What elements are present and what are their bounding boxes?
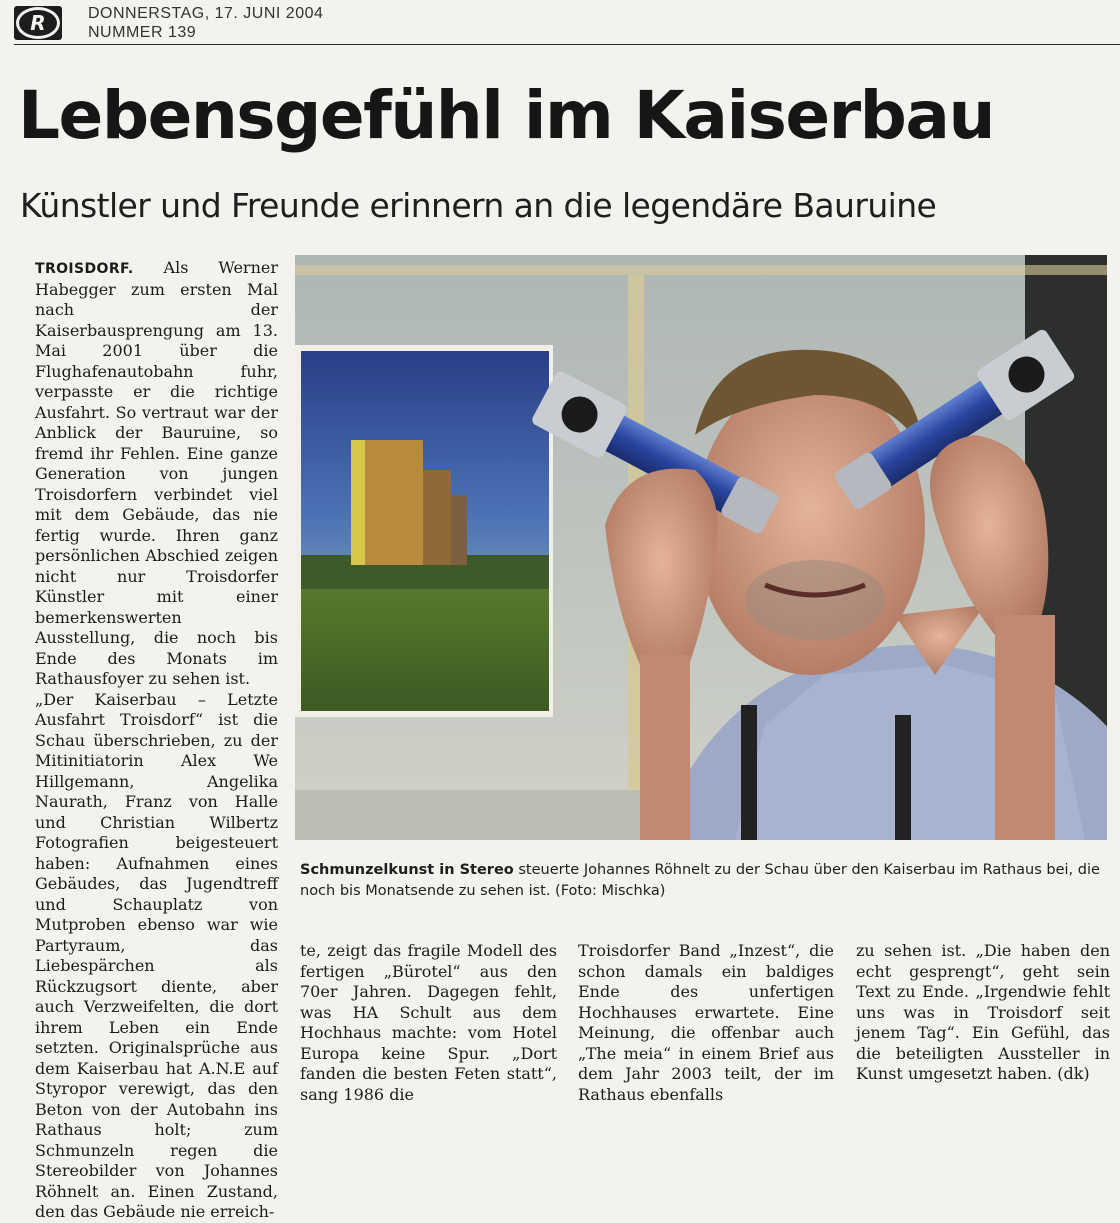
headline: Lebensgefühl im Kaiserbau bbox=[18, 77, 994, 154]
article-photo bbox=[295, 255, 1107, 840]
article-column-left bbox=[35, 258, 278, 1223]
photo-illustration bbox=[295, 255, 1107, 840]
paragraph-2: „Der Kaiserbau – Letzte Ausfahrt Troisdorf“ ist die Schau überschrieben, zu der Mitinitiatorin Alex We Hillgemann, Angelika Naurath, Franz von Halle und Christian Wilbertz Fotografien beigesteuert haben: Aufnahmen eines Gebäudes, das Jugendtreff und Schauplatz von Mutproben ebenso war wie Partyraum, das Liebespärchen als Rückzugsort diente, aber auch Verzweifelten, die dort ihrem Leben ein Ende setzten. Originalsprüche aus dem Kaiserbau hat A.N.E auf Styropor verewigt, das den Beton von der Autobahn ins Rathaus holt; zum Schmunzeln regen die Stereobilder von Johannes Röhnelt an. Einen Zustand, den das Gebäude nie erreich- bbox=[35, 689, 278, 1221]
paragraph-1-text: Als Werner Habegger zum ersten Mal nach der Kaiserbausprengung am 13. Mai 2001 über die Flughafenautobahn fuhr, verpasste er die richtige Ausfahrt. So vertraut war der Anblick der Bauruine, so fremd ihr Fehlen. Eine ganze Generation von jungen Troisdorfern verbindet viel mit dem Gebäude, das nie fertig wurde. Ihren ganz persönlichen Abschied zeigen nicht nur Troisdorfer Künstler mit einer bemerkenswerten Ausstellung, die noch bis Ende des Monats im Rathausfoyer zu sehen ist. bbox=[35, 258, 278, 688]
newspaper-logo bbox=[14, 6, 62, 40]
masthead-dateline bbox=[88, 4, 323, 42]
photo-caption bbox=[300, 860, 1112, 902]
subheadline: Künstler und Freunde erinnern an die legendäre Bauruine bbox=[20, 186, 937, 225]
issue-number: NUMMER 139 bbox=[88, 24, 197, 41]
article-column-3 bbox=[856, 941, 1110, 1085]
logo-letter: R bbox=[16, 7, 60, 39]
paragraph-1 bbox=[35, 258, 278, 690]
place-dateline: TROISDORF. bbox=[35, 261, 134, 277]
issue-date: DONNERSTAG, 17. JUNI 2004 bbox=[88, 5, 324, 22]
article-column-2 bbox=[578, 941, 834, 1105]
masthead bbox=[14, 4, 1120, 45]
article-column-1 bbox=[300, 941, 557, 1105]
column-2-text: Troisdorfer Band „Inzest“, die schon damals ein baldiges Ende des unfertigen Hochhauses erwartete. Eine Meinung, die offenbar auch „The meia“ in einem Brief aus dem Jahr 2003 teilt, der im Rathaus ebenfalls bbox=[578, 941, 834, 1104]
column-3-text: zu sehen ist. „Die haben den echt gesprengt“, geht sein Text zu Ende. „Irgendwie fehlt uns was in Troisdorf seit jenem Tag“. Ein Gefühl, das die beteiligten Aussteller in Kunst umgesetzt haben. (dk) bbox=[856, 941, 1110, 1083]
column-1-text: te, zeigt das fragile Modell des fertigen „Bürotel“ aus den 70er Jahren. Dagegen fehlt, was HA Schult aus dem Hochhaus machte: vom Hotel Europa keine Spur. „Dort fanden die besten Feten statt“, sang 1986 die bbox=[300, 941, 557, 1104]
caption-lead: Schmunzelkunst in Stereo bbox=[300, 862, 514, 878]
caption-text: steuerte Johannes Röhnelt zu der Schau über den Kaiserbau im Rathaus bei, die noch bis Monatsende zu sehen ist. (Foto: Mischka) bbox=[300, 862, 1100, 899]
